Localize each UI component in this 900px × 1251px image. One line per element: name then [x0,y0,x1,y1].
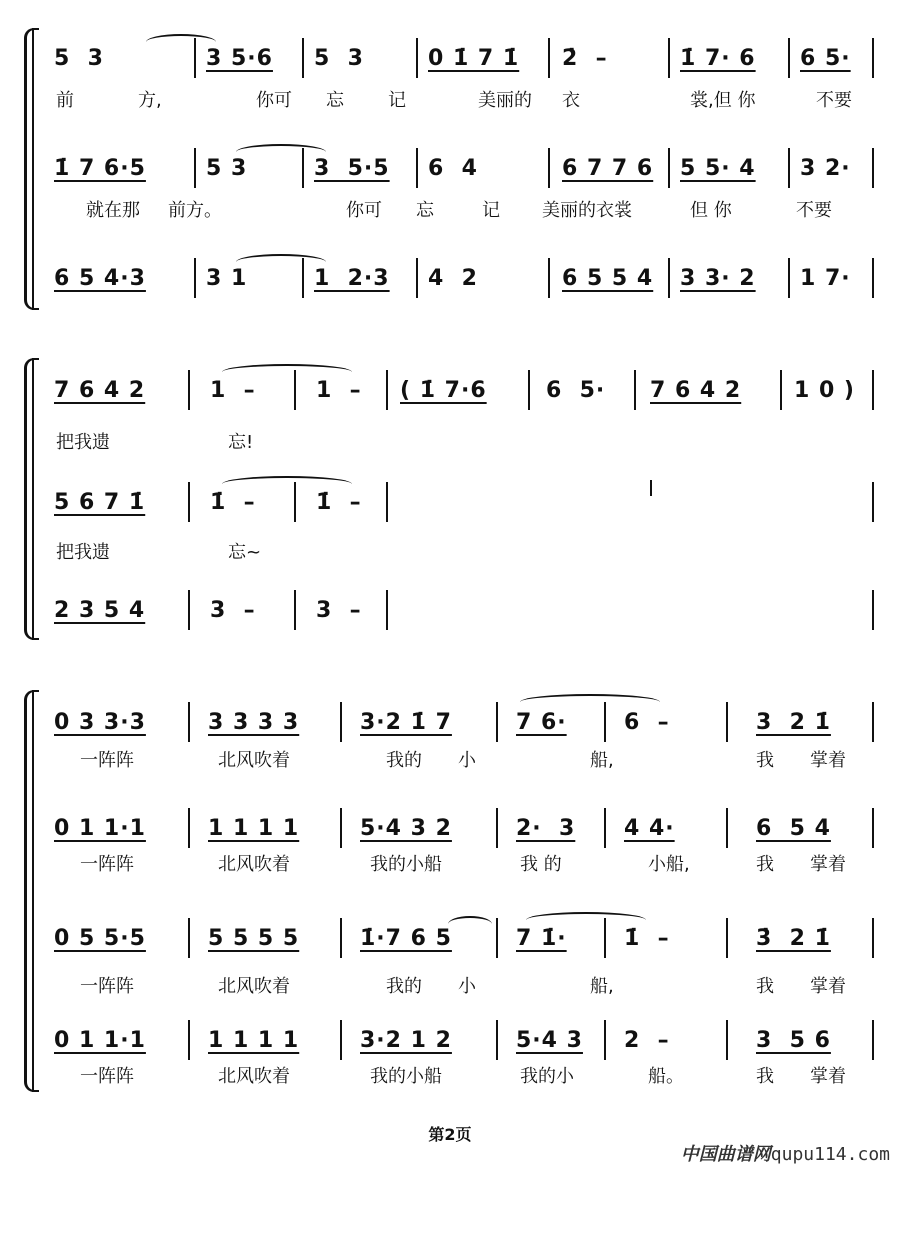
bar-line [872,808,874,848]
bar-line [780,370,782,410]
measure: 1 0 ) [794,378,855,403]
measure: 0 1 1·1 [54,816,146,841]
bar-line [340,918,342,958]
measure: 1̇ – [316,490,362,515]
bar-line [668,258,670,298]
measure: 5 3 [206,156,248,181]
measure: 1̇ 7 6·5 [54,156,146,181]
score-system-1 [24,28,874,310]
measure: 6 4 [428,156,478,181]
measure: 1̇ – [210,490,256,515]
measure: 3·2 1̇ 7 [360,710,452,735]
lyric-row: 一阵阵 北风吹着 我的 小 船, 我 掌着 [80,976,846,997]
measure: 5·4 3 2 [360,816,452,841]
bar-line [340,702,342,742]
slur [520,694,660,710]
bar-line [604,1020,606,1060]
bar-line [496,808,498,848]
measure: 4 2 [428,266,478,291]
measure: 6 5· [800,46,851,71]
lyric-row: 一阵阵 北风吹着 我的小船 我 的 小船, 我 掌着 [80,854,846,875]
measure: 0 1̇ 7 1̇ [428,46,520,71]
bar-line [416,38,418,78]
measure: 6 5· [546,378,606,403]
bar-line [726,808,728,848]
measure: 2· 3 [516,816,576,841]
bar-line [386,482,388,522]
measure: 2̇ – [562,46,608,71]
bar-line [872,370,874,410]
measure: 0 3 3·3 [54,710,146,735]
measure: 3 2 1̇ [756,710,831,735]
bar-line [668,38,670,78]
measure: 0 1 1·1 [54,1028,146,1053]
measure: 3 3· 2 [680,266,756,291]
measure: 3 1 [206,266,248,291]
bar-line [872,702,874,742]
bar-line [872,148,874,188]
measure: 7 6· [516,710,567,735]
bar-line [788,258,790,298]
bar-line [726,918,728,958]
measure: 3 5·5 [314,156,390,181]
bar-line [386,370,388,410]
bar-line [634,370,636,410]
measure: 1̇ 7· 6 [680,46,756,71]
bar-line [872,1020,874,1060]
lyric-row: 把我遗 忘~ [56,542,262,563]
watermark-brand: 中国曲谱网 [680,1144,771,1165]
measure: 1 7· [800,266,851,291]
measure: 3 5·6 [206,46,273,71]
bar-line [188,482,190,522]
bar-line [302,38,304,78]
bar-line [496,918,498,958]
bar-line [548,38,550,78]
measure: 3·2 1 2 [360,1028,452,1053]
measure: 4 4· [624,816,675,841]
bar-line [194,148,196,188]
bar-line [188,918,190,958]
bar-line [604,808,606,848]
measure: 1 1 1 1 [208,816,300,841]
bar-line [650,480,652,496]
bar-line [788,148,790,188]
bar-line [496,1020,498,1060]
measure: 3 3 3 3 [208,710,300,735]
bar-line [872,482,874,522]
bar-line [340,808,342,848]
measure: 5·4 3 [516,1028,583,1053]
bar-line [194,258,196,298]
measure: 5 6 7 1̇ [54,490,146,515]
bar-line [668,148,670,188]
watermark-url: qupu114.com [770,1144,890,1165]
bar-line [872,38,874,78]
measure: 1 – [316,378,362,403]
bar-line [726,1020,728,1060]
bar-line [416,258,418,298]
bar-line [548,148,550,188]
bar-line [496,702,498,742]
measure: 2 – [624,1028,670,1053]
score-system-3 [24,690,874,1092]
measure: 1 – [210,378,256,403]
notation-row [50,490,874,530]
measure: 5 5· 4 [680,156,756,181]
slur [526,912,646,928]
score-system-2 [24,358,874,640]
measure: 0 5 5·5 [54,926,146,951]
measure: 3 – [316,598,362,623]
bar-line [188,1020,190,1060]
bar-line [188,808,190,848]
bar-line [872,918,874,958]
notation-row [50,266,874,306]
measure: 3 – [210,598,256,623]
bar-line [872,258,874,298]
measure: 3 2· [800,156,851,181]
measure: 2 3 5 4 [54,598,146,623]
lyric-row: 把我遗 忘! [56,432,254,453]
bar-line [294,590,296,630]
measure: 3̇ 2 1̇ [756,926,831,951]
measure: 1̇ – [624,926,670,951]
measure: 7 1̇· [516,926,567,951]
bar-line [188,370,190,410]
slur [236,254,326,270]
measure: 6 7 7 6 [562,156,654,181]
measure: 6 – [624,710,670,735]
notation-row [50,46,874,86]
notation-row [50,710,874,750]
measure: 1 1 1 1 [208,1028,300,1053]
site-watermark [681,1140,890,1166]
lyric-row: 一阵阵 北风吹着 我的小船 我的小 船。 我 掌着 [80,1066,846,1087]
lyric-row: 前 方, 你可 忘 记 美丽的 衣 裳,但 你 不要 [56,90,852,111]
bar-line [872,590,874,630]
measure: 5 3 [314,46,364,71]
lyric-row: 就在那 前方。 你可 忘 记 美丽的衣裳 但 你 不要 [86,200,832,221]
notation-row [50,378,874,418]
slur [222,476,352,492]
bar-line [416,148,418,188]
slur [222,364,352,380]
bar-line [188,590,190,630]
bar-line [340,1020,342,1060]
measure: 6 5 4·3 [54,266,146,291]
measure: 3 5 6 [756,1028,831,1053]
bar-line [188,702,190,742]
slur [146,34,216,50]
measure: ( 1̇ 7·6 [400,378,487,403]
slur [448,916,492,932]
bar-line [386,590,388,630]
bar-line [528,370,530,410]
notation-row [50,598,874,638]
measure: 7 6 4 2 [54,378,146,403]
bar-line [548,258,550,298]
measure: 5 5 5 5 [208,926,300,951]
measure: 5 3 [54,46,104,71]
bar-line [788,38,790,78]
measure: 1̇·7 6 5 [360,926,452,951]
measure: 6 5 4 [756,816,831,841]
measure: 6 5 5 4 [562,266,654,291]
page-number: 第2页 [428,1125,472,1144]
measure: 7 6 4 2 [650,378,742,403]
notation-row [50,156,874,196]
measure: 1 2·3 [314,266,390,291]
lyric-row: 一阵阵 北风吹着 我的 小 船, 我 掌着 [80,750,846,771]
notation-row [50,926,874,966]
bar-line [726,702,728,742]
slur [236,144,326,160]
